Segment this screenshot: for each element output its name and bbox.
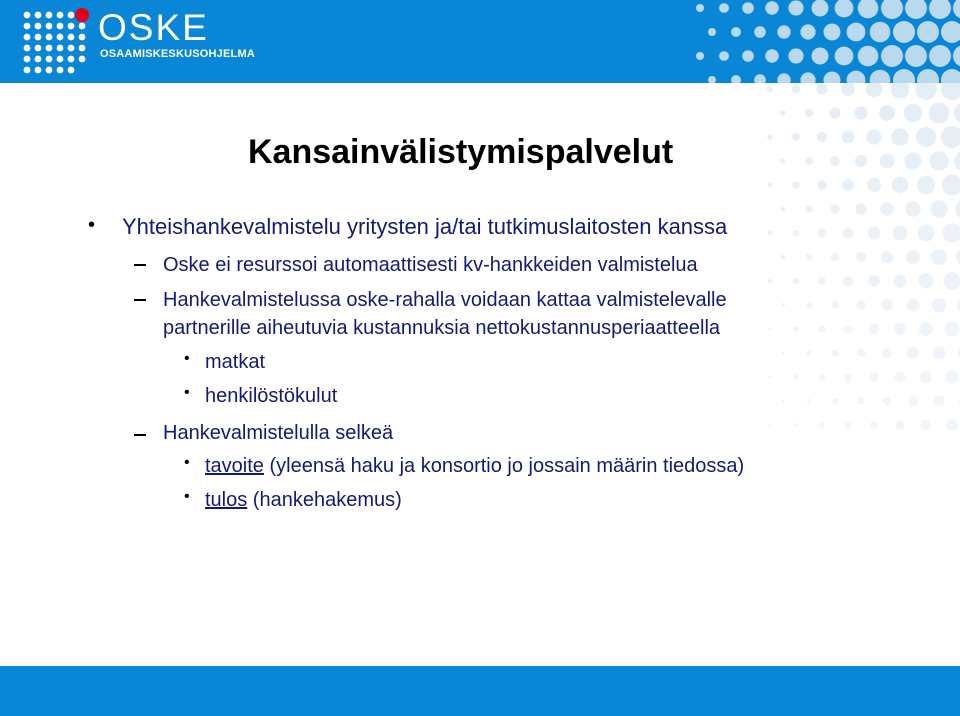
decorative-dot: [869, 372, 878, 381]
decorative-dot: [830, 204, 839, 213]
decorative-dot: [832, 398, 838, 404]
decorative-dot: [905, 45, 927, 67]
decorative-dot: [905, 153, 922, 170]
decorative-dot: [781, 351, 785, 355]
decorative-dot: [768, 231, 773, 236]
decorative-dot: [817, 132, 827, 142]
decorative-dot: [908, 396, 918, 406]
decorative-dot: [793, 278, 799, 284]
decorative-dot: [943, 272, 960, 289]
decorative-dot: [941, 21, 960, 43]
decorative-dot: [893, 69, 915, 83]
decorative-dot: [856, 252, 866, 262]
logo-dot-grid-icon: [20, 6, 96, 80]
decorative-dot: [842, 131, 855, 144]
decorative-dot: [696, 52, 704, 60]
underlined-term: tavoite: [205, 455, 264, 477]
decorative-dot: [953, 45, 960, 67]
decorative-dot: [843, 228, 854, 239]
decorative-dot: [794, 375, 799, 380]
dash-marker: [134, 434, 146, 436]
decorative-dot: [800, 24, 815, 39]
bullet-level1: Yhteishankevalmistelu yritysten ja/tai tutkimuslaitosten kanssa: [122, 214, 728, 239]
decorative-dot: [944, 321, 959, 336]
decorative-dot: [843, 276, 853, 286]
decorative-dot: [932, 298, 946, 312]
decorative-dot: [765, 1, 778, 14]
decorative-dot: [955, 199, 960, 219]
decorative-dot: [807, 399, 812, 404]
decorative-dot: [805, 157, 813, 165]
dash-marker: [134, 264, 146, 266]
decorative-dot: [767, 182, 772, 187]
decorative-dot: [857, 397, 864, 404]
header-bar: [0, 0, 960, 83]
decorative-dot: [866, 83, 882, 97]
bullet-level3: henkilöstökulut: [205, 385, 338, 407]
decorative-dot: [867, 178, 881, 192]
decorative-dot: [719, 51, 729, 61]
bullet-level3: matkat: [205, 351, 266, 373]
decorative-dot: [847, 23, 866, 42]
decorative-dot: [954, 102, 960, 124]
decorative-dot: [831, 301, 839, 309]
decorative-dot: [869, 324, 879, 334]
decorative-dot: [824, 24, 841, 41]
decorative-dot: [858, 0, 879, 18]
decorative-dot: [941, 69, 960, 83]
decorative-dot: [800, 72, 815, 83]
decorative-dot: [870, 22, 891, 43]
decorative-dot: [742, 2, 754, 14]
decorative-dot: [870, 421, 878, 429]
decorative-dot: [830, 156, 840, 166]
decorative-dot: [931, 249, 947, 265]
decorative-dot: [868, 275, 880, 287]
decorative-dot: [768, 279, 772, 283]
bullet-marker: •: [184, 384, 190, 401]
decorative-dot: [895, 420, 904, 429]
bullet-level2-continuation: partnerille aiheutuvia kustannuksia nettokustannusperiaatteella: [163, 317, 721, 339]
decorative-dot: [917, 21, 939, 43]
bullet-marker: •: [184, 454, 190, 471]
decorative-dot: [929, 103, 950, 124]
decorative-dot: [767, 86, 773, 92]
decorative-dot: [893, 274, 906, 287]
bullet-level2: Hankevalmistelulla selkeä: [163, 422, 394, 444]
decorative-dot: [754, 74, 766, 83]
decorative-dot: [906, 250, 920, 264]
decorative-dot: [816, 83, 827, 94]
decorative-dot: [819, 422, 824, 427]
decorative-dot: [929, 0, 951, 19]
decorative-dot: [805, 205, 812, 212]
bullet-level2: Oske ei resurssoi automaattisesti kv-hankkeiden valmistelua: [163, 254, 698, 276]
decorative-dot: [806, 302, 812, 308]
decorative-dot: [879, 105, 895, 121]
decorative-dot: [777, 73, 790, 83]
bullet-marker: •: [184, 350, 190, 367]
decorative-dot: [819, 374, 825, 380]
decorative-dot: [812, 0, 829, 17]
decorative-dot: [881, 0, 903, 19]
decorative-dot: [792, 85, 801, 94]
decorative-dot: [768, 327, 772, 331]
decorative-dot: [904, 104, 922, 122]
decorative-dot: [805, 109, 813, 117]
bullet-level3: [205, 488, 402, 512]
decorative-dot: [915, 83, 937, 100]
decorative-dot: [880, 154, 895, 169]
bullet-text: (hankehakemus): [247, 489, 402, 511]
decorative-dot: [882, 348, 892, 358]
decorative-dot: [831, 253, 839, 261]
decorative-dot: [754, 26, 766, 38]
decorative-dot: [769, 424, 772, 427]
decorative-dot: [818, 229, 827, 238]
decorative-dot: [881, 45, 903, 67]
bullet-text: (yleensä haku ja konsortio jo jossain määrin tiedossa): [263, 455, 745, 477]
decorative-dot: [941, 126, 960, 148]
decorative-dot: [946, 419, 958, 431]
decorative-dot: [742, 50, 754, 62]
decorative-dot: [835, 0, 854, 17]
decorative-dot: [696, 4, 704, 12]
decorative-dot: [781, 207, 786, 212]
decorative-dot: [708, 28, 716, 36]
decorative-dot: [941, 83, 960, 100]
decorative-dot: [918, 225, 935, 242]
decorative-dot: [893, 226, 908, 241]
decorative-dot: [731, 75, 741, 83]
decorative-dot: [781, 255, 785, 259]
decorative-dot: [719, 3, 729, 13]
decorative-dot: [855, 155, 867, 167]
bullet-level3: [205, 454, 744, 478]
decorative-dot: [830, 108, 841, 119]
decorative-dot: [866, 129, 881, 144]
decorative-dot: [917, 69, 939, 83]
decorative-dot: [788, 48, 803, 63]
decorative-dot: [806, 350, 811, 355]
decorative-dot: [953, 0, 960, 19]
decorative-dot: [891, 128, 909, 146]
decorative-dot: [788, 0, 803, 15]
decorative-dot: [858, 46, 879, 67]
bullet-marker: •: [88, 214, 96, 236]
decorative-dot: [918, 273, 933, 288]
decorative-dot: [929, 151, 948, 170]
decorative-dot: [842, 179, 854, 191]
bullet-level2: Hankevalmistelussa oske-rahalla voidaan kattaa valmistelevalle: [163, 289, 727, 311]
decorative-dot: [765, 49, 778, 62]
decorative-dot: [945, 370, 959, 384]
decorative-dot: [780, 110, 786, 116]
decorative-dot: [956, 248, 960, 266]
decorative-dot: [894, 323, 906, 335]
decorative-dot: [883, 397, 892, 406]
logo-subtitle: OSAAMISKESKUSOHJELMA: [100, 48, 255, 60]
decorative-dot: [933, 395, 944, 406]
decorative-dot: [845, 422, 852, 429]
decorative-dot: [812, 48, 829, 65]
bullet-marker: •: [184, 488, 190, 505]
decorative-dot: [893, 21, 915, 43]
decorative-dot: [905, 201, 921, 217]
decorative-dot: [793, 230, 800, 237]
decorative-dot: [943, 224, 960, 243]
decorative-dot: [870, 70, 891, 83]
decorative-dot: [847, 71, 866, 83]
oske-logo: [20, 6, 260, 80]
slide-title: Kansainvälistymispalvelut: [248, 133, 674, 171]
decorative-dot: [933, 347, 946, 360]
decorative-dot: [792, 181, 799, 188]
decorative-dot: [835, 47, 854, 66]
decorative-dot: [917, 176, 935, 194]
decorative-dot: [919, 322, 933, 336]
decorative-dot: [930, 200, 948, 218]
decorative-dot: [767, 134, 773, 140]
decorative-dot: [929, 45, 951, 67]
decorative-dot: [780, 158, 785, 163]
decorative-dot: [954, 150, 960, 172]
decorative-dot: [824, 72, 841, 84]
decorative-dot: [781, 399, 784, 402]
decorative-dot: [857, 349, 865, 357]
decorative-dot: [907, 299, 920, 312]
decorative-dot: [880, 202, 893, 215]
decorative-dot: [844, 373, 852, 381]
decorative-dot: [895, 372, 906, 383]
decorative-dot: [882, 300, 893, 311]
decorative-dot: [855, 203, 866, 214]
decorative-dot: [781, 303, 785, 307]
decorative-dot: [892, 177, 908, 193]
decorative-dot: [920, 371, 932, 383]
decorative-dot: [856, 300, 865, 309]
decorative-dot: [881, 251, 893, 263]
dash-marker: [134, 299, 146, 301]
decorative-dot: [818, 277, 826, 285]
decorative-dot: [708, 76, 716, 83]
decorative-dot: [832, 350, 839, 357]
underlined-term: tulos: [205, 489, 248, 511]
decorative-dot: [921, 420, 932, 431]
decorative-dot: [818, 325, 825, 332]
decorative-dot: [817, 180, 827, 190]
decorative-dot: [731, 27, 741, 37]
decorative-dot: [868, 227, 881, 240]
decorative-dot: [844, 325, 853, 334]
decorative-dot: [891, 83, 910, 99]
decorative-dot: [777, 25, 790, 38]
decorative-dot: [916, 127, 936, 147]
decorative-dot: [841, 83, 855, 96]
decorative-dot: [793, 326, 798, 331]
decorative-dot: [794, 423, 798, 427]
decorative-dot: [792, 133, 800, 141]
footer-bar: [0, 666, 960, 716]
decorative-dot: [768, 375, 771, 378]
logo-wordmark: OSKE: [98, 7, 209, 48]
decorative-dot: [905, 0, 927, 19]
decorative-dot: [806, 254, 812, 260]
decorative-dot: [942, 175, 960, 196]
decorative-dot: [907, 347, 918, 358]
decorative-dot: [854, 106, 867, 119]
